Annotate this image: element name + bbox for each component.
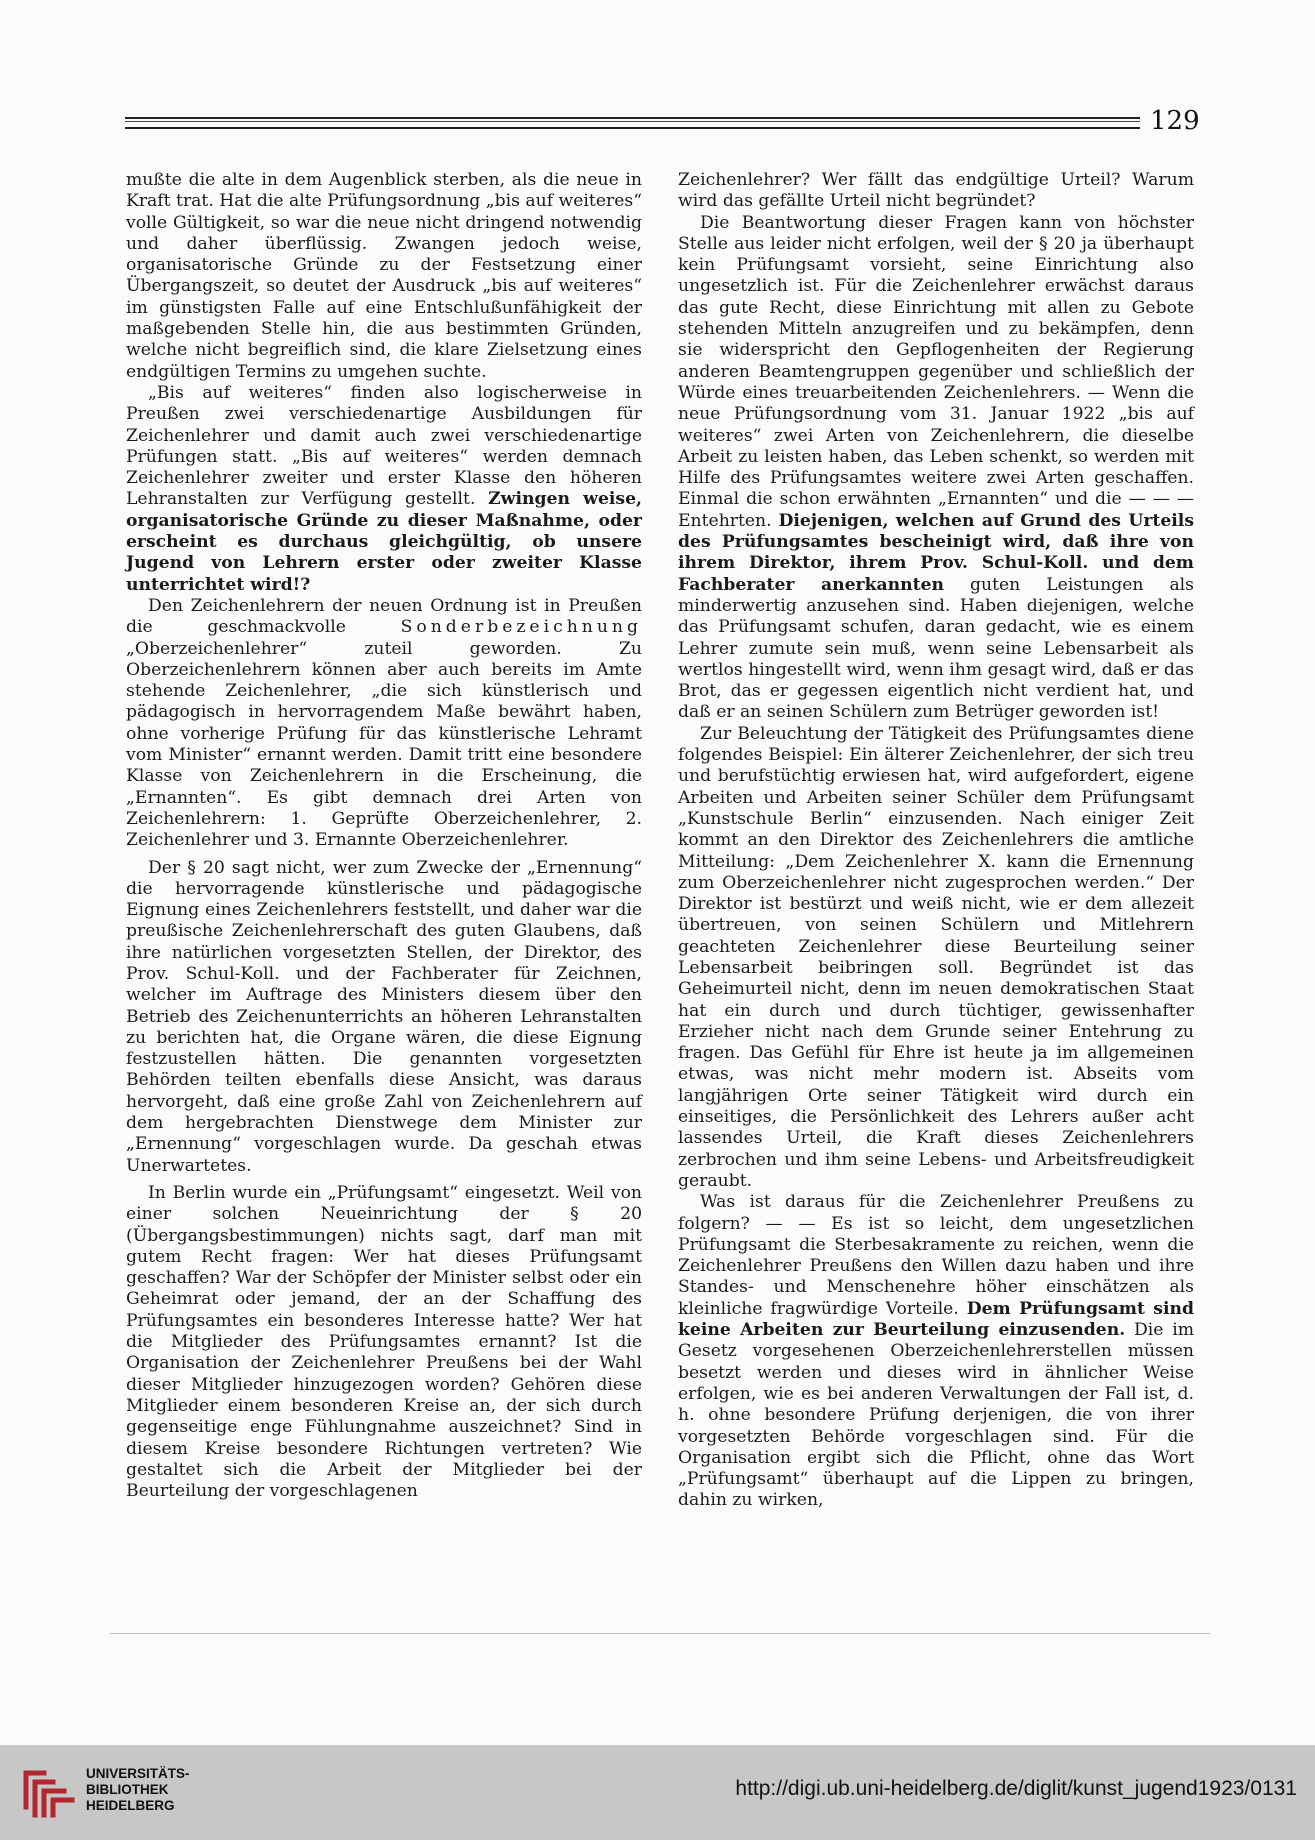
paragraph-text: „Oberzeichenlehrer“ zuteil geworden. Zu Oberzeichenlehrern können aber auch bereits im Amte stehende Zeichenlehrer, „die sich künstlerisch und pädagogisch in hervorragendem Maße bewährt haben, ohne vorherige Prüfung für das künstlerische Lehramt vom Minister“ ernannt werden. Damit tritt eine besondere Klasse von Zeichenlehrern in die Erscheinung, die „Ernannten“. Es gibt demnach drei Arten von Zeichenlehrern: 1. Geprüfte Oberzeichenlehrer, 2. Zeichenlehrer und 3. Ernannte Oberzeichenlehrer. <box>126 638 642 851</box>
library-name-line: UNIVERSITÄTS- <box>86 1766 190 1781</box>
paragraph: Zeichenlehrer? Wer fällt das endgültige Urteil? Warum wird das gefällte Urteil nicht begründet? <box>678 170 1194 212</box>
library-name-line: HEIDELBERG <box>86 1798 175 1813</box>
page-bottom-edge <box>110 1633 1210 1634</box>
bold-statement: Zwingen weise, organisatorische Gründe zu dieser Maßnahme, oder erscheint es durchaus gleichgültig, ob unsere Jugend von Lehrern erster oder zweiter Klasse unterrichtet wird!? <box>126 489 642 595</box>
bold-statement: Dem Prüfungsamt sind keine Arbeiten zur Beurteilung einzusenden. <box>678 1298 1194 1341</box>
paragraph-text: Die im Gesetz vorgesehenen Oberzeichenlehrerstellen müssen besetzt werden und dieses wird in ähnlicher Weise erfolgen, wie es bei anderen Verwaltungen der Fall ist, d. h. ohne besondere Prüfung derjenigen, die von ihrer vorgesetzten Behörde vorgeschlagen sind. Für die Organisation ergibt sich die Pflicht, ohne das Wort „Prüfungsamt“ überhaupt auf die Lippen zu bringen, dahin zu wirken, <box>678 1320 1194 1511</box>
paragraph: mußte die alte in dem Augenblick sterben, als die neue in Kraft trat. Hat die alte Prüfungsordnung „bis auf weiteres“ volle Gültigkeit, so war die neue nicht dringend notwendig und daher überflüssig. Zwangen jedoch weise, organisatorische Gründe zu der Festsetzung einer Übergangszeit, so deutet der Ausdruck „bis auf weiteres“ im günstigsten Falle auf eine Entschlußunfähigkeit der maßgebenden Stelle hin, die aus bestimmten Gründen, welche nicht begreiflich sind, die klare Zielsetzung eines endgültigen Termins zu umgehen suchte. <box>126 170 642 382</box>
paragraph-text: Den Zeichenlehrern der neuen Ordnung ist in Preußen die geschmackvolle <box>126 595 642 638</box>
footer-bar <box>0 1745 1315 1840</box>
header-rule <box>125 117 1140 129</box>
paragraph: Zur Beleuchtung der Tätigkeit des Prüfungsamtes diene folgendes Beispiel: Ein älterer Zeichenlehrer, der sich treu und berufstüchtig erwiesen hat, wird aufgefordert, eigene Arbeiten und Arbeiten seiner Schüler dem Prüfungsamt „Kunstschule Berlin“ einzusenden. Nach einiger Zeit kommt an den Direktor des Zeichenlehrers die amtliche Mitteilung: „Dem Zeichenlehrer X. kann die Ernennung zum Oberzeichenlehrer nicht zugesprochen werden.“ Der Direktor ist bestürzt und weiß nicht, wie er dem allezeit übertreuen, von seinen Schülern und Mitlehrern geachteten Zeichenlehrer diese Beurteilung seiner Lebensarbeit beibringen soll. Begründet ist das Geheimurteil nicht, denn im neuen demokratischen Staat hat ein durch und durch tüchtiger, gewissenhafter Erzieher nicht nach dem Grunde seiner Entehrung zu fragen. Das Gefühl für Ehre ist heute ja im allgemeinen etwas, was nicht mehr modern ist. Abseits vom langjährigen Orte seiner Tätigkeit wird durch ein einseitiges, die Persönlichkeit des Lehrers außer acht lassendes Urteil, die Kraft dieses Zeichenlehrers zerbrochen und ihm seine Lebens- und Arbeitsfreudigkeit geraubt. <box>678 723 1194 1191</box>
spaced-emphasis: Sonderbezeichnung <box>400 617 642 638</box>
right-column <box>678 170 1194 1512</box>
paragraph-text: Was ist daraus für die Zeichenlehrer Preußens zu folgern? — — Es ist so leicht, dem ungesetzlichen Prüfungsamt die Sterbesakramente zu reichen, wenn die Zeichenlehrer Preußens den Willen dazu haben und ihre Standes- und Menschenehre höher einschätzen als kleinliche fragwürdige Vorteile. <box>678 1192 1194 1319</box>
source-url[interactable]: http://digi.ub.uni-heidelberg.de/diglit/kunst_jugend1923/0131 <box>735 1777 1297 1800</box>
paragraph: In Berlin wurde ein „Prüfungsamt“ eingesetzt. Weil von einer solchen Neueinrichtung der § 20 (Übergangsbestimmungen) nichts sagt, darf man mit gutem Recht fragen: Wer hat dieses Prüfungsamt geschaffen? War der Schöpfer der Minister selbst oder ein Geheimrat oder jemand, der an der Schaffung des Prüfungsamtes ein besonderes Interesse hatte? Wer hat die Mitglieder des Prüfungsamtes ernannt? Ist die Organisation der Zeichenlehrer Preußens bei der Wahl dieser Mitglieder hinzugezogen worden? Gehören diese Mitglieder einem besonderen Kreise an, der sich durch gegenseitige enge Fühlungnahme auszeichnet? Sind in diesem Kreise besondere Richtungen vertreten? Wie gestaltet sich die Arbeit der Mitglieder bei der Beurteilung der vorgeschlagenen <box>126 1182 642 1502</box>
paragraph <box>678 1192 1194 1511</box>
paragraph-text: „Bis auf weiteres“ finden also logischerweise in Preußen zwei verschiedenartige Ausbildungen für Zeichenlehrer und damit auch zwei verschiedenartige Prüfungen statt. „Bis auf weiteres“ werden demnach Zeichenlehrer zweiter und erster Klasse den höheren Lehranstalten zur Verfügung gestellt. <box>126 382 642 510</box>
left-column <box>126 170 642 1502</box>
paragraph: Der § 20 sagt nicht, wer zum Zwecke der „Ernennung“ die hervorragende künstlerische und pädagogische Eignung eines Zeichenlehrers feststellt, und daher war die preußische Zeichenlehrerschaft des guten Glaubens, daß ihre natürlichen vorgesetzten Stellen, der Direktor, des Prov. Schul-Koll. und der Fachberater für Zeichnen, welcher im Auftrage des Ministers diesem über den Betrieb des Zeichenunterrichts an höheren Lehranstalten zu berichten hat, die Organe wären, die diese Eignung festzustellen hätten. Die genannten vorgesetzten Behörden teilten ebenfalls diese Ansicht, was daraus hervorgeht, daß eine große Zahl von Zeichenlehrern auf dem hergebrachten Dienstwege dem Minister zur „Ernennung“ vorgeschlagen wurde. Da geschah etwas Unerwartetes. <box>126 857 642 1176</box>
paragraph <box>678 213 1194 724</box>
bold-statement: Diejenigen, welchen auf Grund des Urteils des Prüfungsamtes bescheinigt wird, daß ihre von ihrem Direktor, ihrem Prov. Schul-Koll. und dem Fachberater anerkannten <box>678 510 1194 595</box>
paragraph-text: Die Beantwortung dieser Fragen kann von höchster Stelle aus leider nicht erfolgen, weil der § 20 ja überhaupt kein Prüfungsamt vorsieht, seine Einrichtung also ungesetzlich ist. Für die Zeichenlehrer erwächst daraus das gute Recht, diese Einrichtung mit allen zu Gebote stehenden Mitteln anzugreifen und zu bekämpfen, denn sie widerspricht den Gepflogenheiten der Regierung anderen Beamtengruppen gegenüber und schließlich der Würde eines treuarbeitenden Zeichenlehrers. — Wenn die neue Prüfungsordnung vom 31. Januar 1922 „bis auf weiteres“ zwei Arten von Zeichenlehrern, die dieselbe Arbeit zu leisten haben, das Leben schenkt, so werden mit Hilfe des Prüfungsamtes weitere zwei Arten geschaffen. Einmal die schon erwähnten „Ernannten“ und die — — — Entehrten. <box>678 212 1194 531</box>
library-name <box>86 1766 190 1814</box>
library-logo-icon <box>20 1763 78 1821</box>
page-number: 129 <box>1150 106 1200 136</box>
library-name-line: BIBLIOTHEK <box>86 1782 169 1797</box>
paragraph <box>126 383 642 596</box>
paragraph-text: guten Leistungen als minderwertig anzusehen sind. Haben diejenigen, welche das Prüfungsamt schufen, daran gedacht, wie es einem Lehrer zumute sein muß, wenn seine Lebensarbeit als wertlos hingestellt wird, wenn ihm gesagt wird, daß er das Brot, das er gegessen eigentlich nicht verdient hat, und daß er an seinen Schülern zum Betrüger geworden ist! <box>678 574 1195 723</box>
paragraph <box>126 596 642 852</box>
